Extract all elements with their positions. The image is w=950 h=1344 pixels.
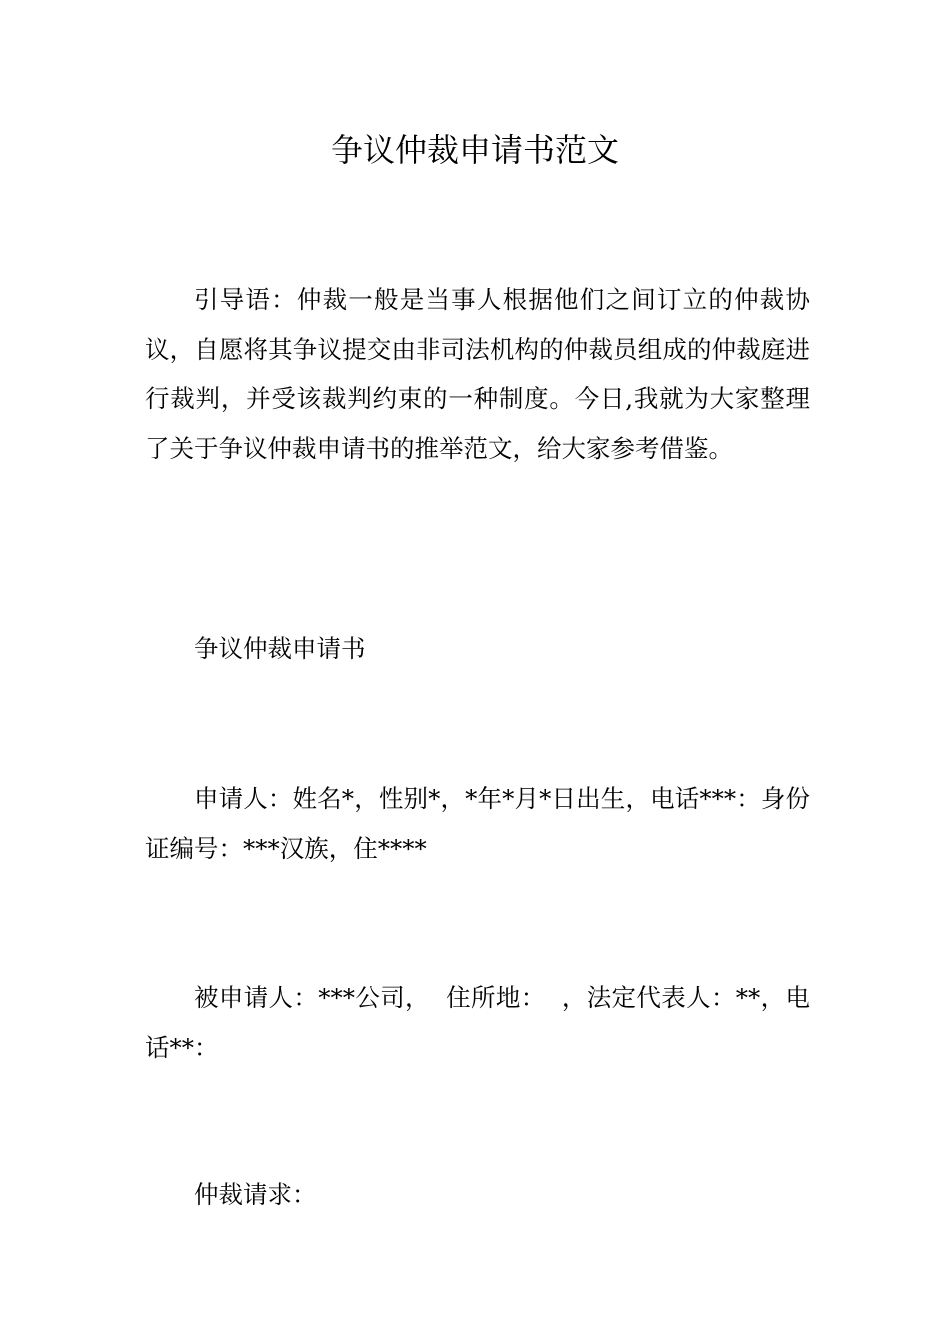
- document-title: 争议仲裁申请书范文: [330, 131, 619, 169]
- claims-paragraph: 仲裁请求：: [194, 1180, 317, 1209]
- section-heading: 争议仲裁申请书: [194, 634, 366, 663]
- respondent-paragraph: 被申请人：***公司， 住所地： ，法定代表人：**，电话**：: [145, 983, 810, 1062]
- intro-paragraph: 引导语：仲裁一般是当事人根据他们之间订立的仲裁协议，自愿将其争议提交由非司法机构的仲裁员组成的仲裁庭进行裁判，并受该裁判约束的一种制度。今日,我就为大家整理了关于争议仲裁申请书的推举范文，给大家参考借鉴。: [145, 285, 810, 463]
- applicant-paragraph: 申请人：姓名*，性别*，*年*月*日出生，电话***：身份证编号：***汉族，住****: [145, 784, 810, 863]
